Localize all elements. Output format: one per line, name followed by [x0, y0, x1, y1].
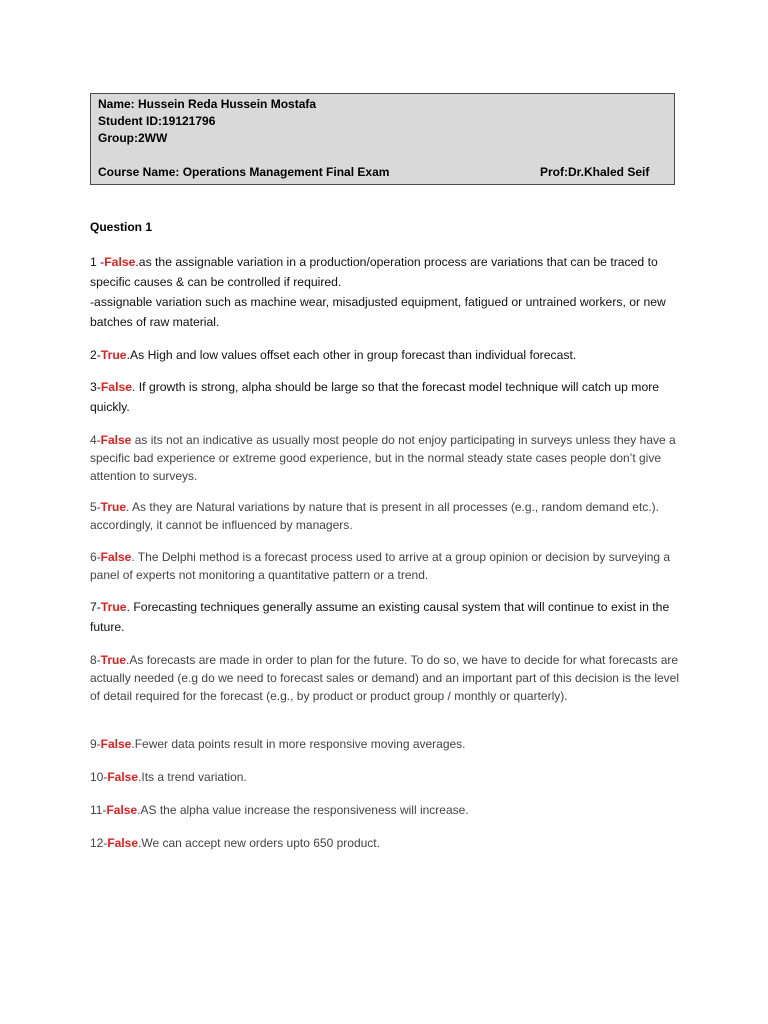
professor-name: Prof:Dr.Khaled Seif [540, 165, 650, 179]
answer-number: 4- [90, 433, 101, 447]
answer-text: . If growth is strong, alpha should be large so that the forecast model technique will catch up more quickly. [90, 380, 660, 414]
answer-extra: -assignable variation such as machine wear, misadjusted equipment, fatigued or untrained workers, or new batches of raw material. [90, 295, 666, 329]
answer-number: 10- [90, 770, 108, 784]
answer-verdict: False [107, 770, 139, 784]
answer-verdict: False [100, 433, 132, 447]
answer-number: 7- [90, 600, 101, 614]
answer-5 [90, 498, 680, 534]
answer-3 [90, 377, 680, 417]
answer-text: . Forecasting techniques generally assume an existing causal system that will continue to exist in the future. [90, 600, 670, 634]
answer-verdict: False [106, 803, 138, 817]
answer-text: as its not an indicative as usually most people do not enjoy participating in surveys unless they have a specific bad experience or extreme good experience, but in the normal steady state cases people don’t give attention to surveys. [90, 433, 676, 483]
answer-number: 6- [90, 550, 101, 564]
answer-text: . As they are Natural variations by nature that is present in all processes (e.g., random demand etc.). accordingly, it cannot be influenced by managers. [90, 500, 659, 532]
answer-number: 11- [90, 803, 107, 817]
answer-12 [90, 834, 680, 852]
answer-8 [90, 651, 680, 705]
course-name: Course Name: Operations Management Final Exam [98, 165, 390, 179]
answer-4 [90, 431, 680, 485]
student-group: Group:2WW [98, 131, 168, 145]
answer-7 [90, 597, 680, 637]
answer-verdict: False [107, 836, 139, 850]
student-name: Name: Hussein Reda Hussein Mostafa [98, 97, 317, 111]
student-info-box [90, 93, 675, 185]
answer-text: .as the assignable variation in a production/operation process are variations that can be traced to specific causes & can be controlled if required. [90, 255, 658, 289]
answer-number: 1 - [90, 255, 105, 269]
answer-text: .Fewer data points result in more responsive moving averages. [131, 737, 466, 751]
answer-text: . The Delphi method is a forecast process used to arrive at a group opinion or decision by surveying a panel of experts not monitoring a quantitative pattern or a trend. [90, 550, 671, 582]
answer-number: 2- [90, 348, 101, 362]
answer-text: .Its a trend variation. [138, 770, 247, 784]
answer-2 [90, 345, 680, 365]
answer-text: .As forecasts are made in order to plan for the future. To do so, we have to decide for what forecasts are actually needed (e.g do we need to forecast sales or demand) and an important part of this decision is the level of detail required for the forecast (e.g., by product or product group / monthly or quarterly). [90, 653, 680, 703]
answer-verdict: False [100, 380, 133, 394]
answer-verdict: False [100, 550, 132, 564]
answer-number: 8- [90, 653, 101, 667]
answer-number: 12- [90, 836, 108, 850]
answer-verdict: True [100, 348, 127, 362]
answer-10 [90, 768, 680, 786]
answer-text: .As High and low values offset each other in group forecast than individual forecast. [126, 348, 577, 362]
answer-number: 3- [90, 380, 101, 394]
answer-text: .AS the alpha value increase the responsiveness will increase. [137, 803, 469, 817]
answer-9 [90, 735, 680, 753]
answer-text: .We can accept new orders upto 650 product. [138, 836, 380, 850]
answer-verdict: True [100, 500, 127, 514]
answer-number: 5- [90, 500, 101, 514]
answer-verdict: True [100, 600, 127, 614]
answer-verdict: True [100, 653, 127, 667]
answer-1 [90, 252, 680, 332]
student-id: Student ID:19121796 [98, 114, 216, 128]
answer-number: 9- [90, 737, 101, 751]
answer-6 [90, 548, 680, 584]
answer-verdict: False [104, 255, 136, 269]
answer-verdict: False [100, 737, 132, 751]
answer-11 [90, 801, 680, 819]
question-title: Question 1 [90, 220, 153, 234]
